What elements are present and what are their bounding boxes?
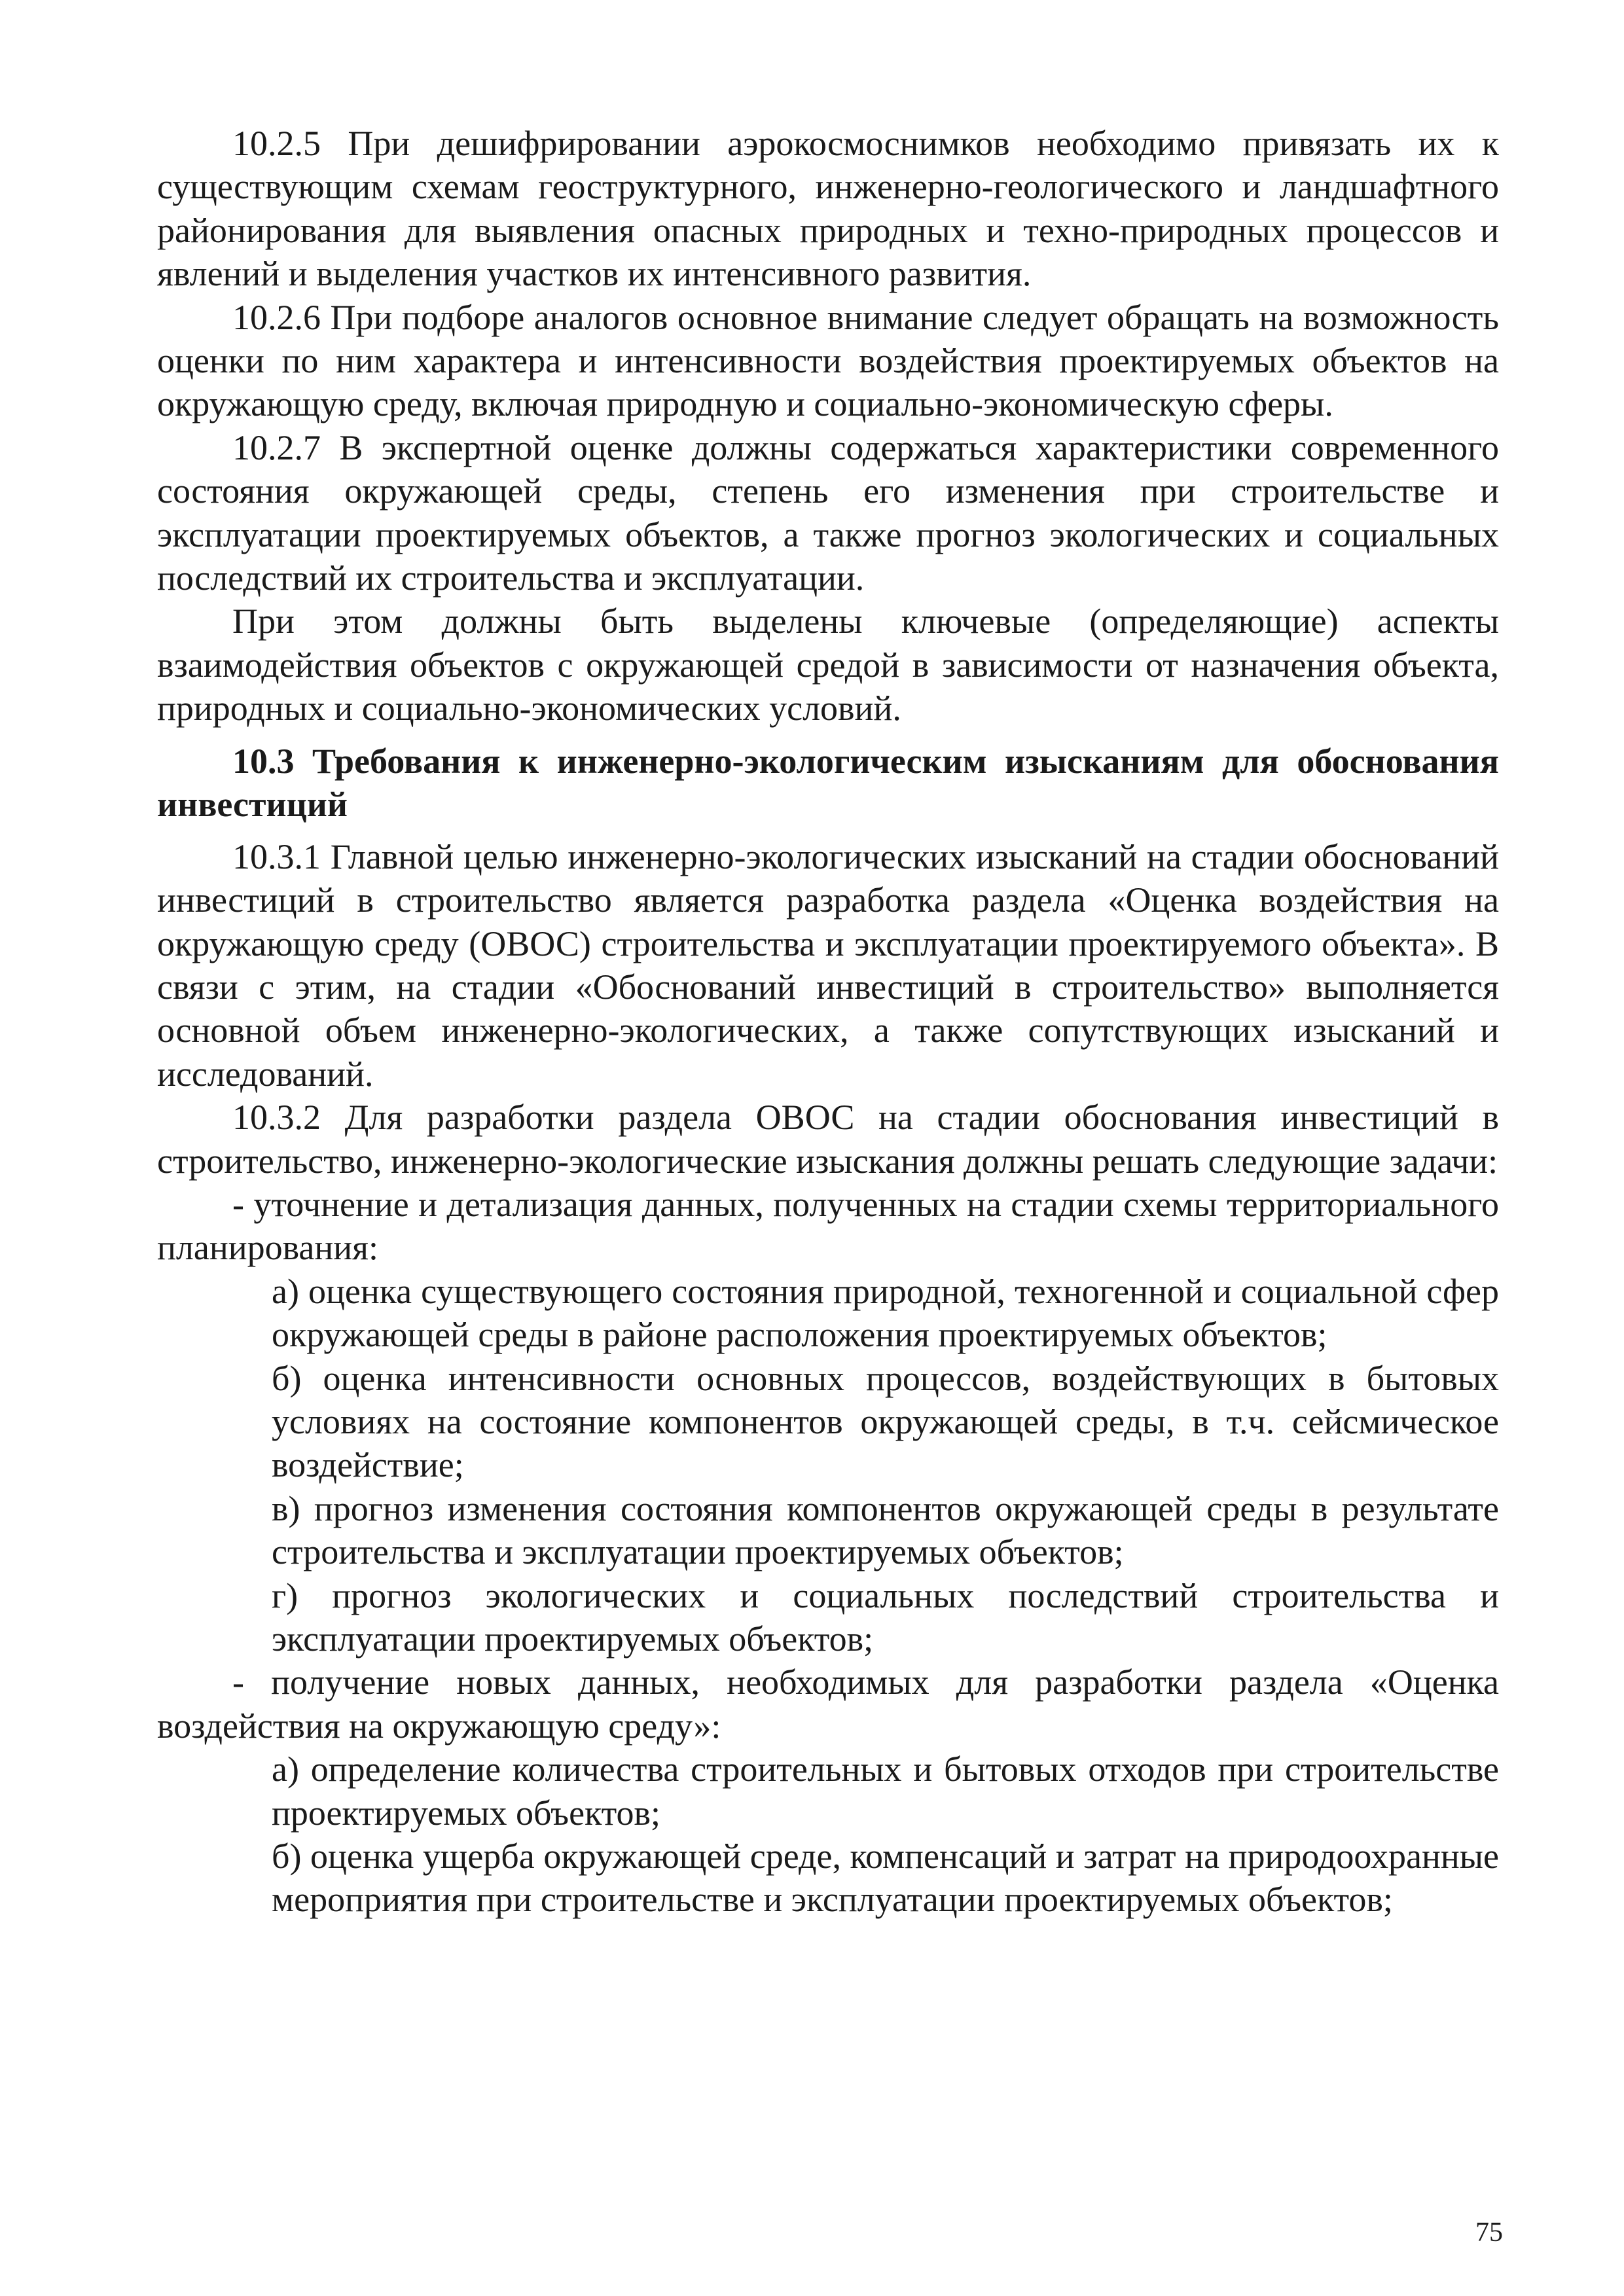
section-heading: 10.3 Требования к инженерно-экологическим изысканиям для обоснования инвестиций: [157, 741, 1499, 824]
paragraph-10-3-1: 10.3.1 Главной целью инженерно-экологических изысканий на стадии обоснований инвестиций в строительство является разработка раздела «Оценка воздействия на окружающую среду (ОВОС) строительства и эксплуатации проектируемого объекта». В связи с этим, на стадии «Обоснований инвестиций в строительство» выполняется основной объем инженерно-экологических, а также сопутствующих изысканий и исследований.: [157, 836, 1499, 1094]
paragraph-10-3-2: 10.3.2 Для разработки раздела ОВОС на стадии обоснования инвестиций в строительство, инженерно-экологические изыскания должны решать следующие задачи:: [157, 1098, 1499, 1181]
list-item: а) определение количества строительных и бытовых отходов при строительстве проектируемых объектов;: [272, 1749, 1499, 1833]
paragraph-aspects: При этом должны быть выделены ключевые (определяющие) аспекты взаимодействия объектов с окружающей средой в зависимости от назначения объекта, природных и социально-экономических условий.: [157, 601, 1499, 728]
list-item: в) прогноз изменения состояния компонентов окружающей среды в результате строительства и эксплуатации проектируемых объектов;: [272, 1488, 1499, 1572]
document-body: [157, 122, 1499, 1922]
paragraph-10-2-7: 10.2.7 В экспертной оценке должны содержаться характеристики современного состояния окружающей среды, степень его изменения при строительстве и эксплуатации проектируемых объектов, а также прогноз экологических и социальных последствий их строительства и эксплуатации.: [157, 427, 1499, 598]
page-number: 75: [1475, 2217, 1503, 2248]
list-item: а) оценка существующего состояния природной, техногенной и социальной сфер окружающей среды в районе расположения проектируемых объектов;: [272, 1271, 1499, 1355]
list-item: г) прогноз экологических и социальных последствий строительства и эксплуатации проектируемых объектов;: [272, 1575, 1499, 1659]
list-item: б) оценка интенсивности основных процессов, воздействующих в бытовых условиях на состояние компонентов окружающей среды, в т.ч. сейсмическое воздействие;: [272, 1358, 1499, 1485]
list-lead-1: - уточнение и детализация данных, полученных на стадии схемы территориального планирования:: [157, 1184, 1499, 1268]
paragraph-10-2-6: 10.2.6 При подборе аналогов основное внимание следует обращать на возможность оценки по ним характера и интенсивности воздействия проектируемых объектов на окружающую среду, включая природную и социально-экономическую сферы.: [157, 297, 1499, 424]
list-lead-2: - получение новых данных, необходимых для разработки раздела «Оценка воздействия на окружающую среду»:: [157, 1662, 1499, 1746]
list-item: б) оценка ущерба окружающей среде, компенсаций и затрат на природоохранные мероприятия при строительстве и эксплуатации проектируемых объектов;: [272, 1837, 1499, 1920]
paragraph-10-2-5: 10.2.5 При дешифрировании аэрокосмоснимков необходимо привязать их к существующим схемам геоструктурного, инженерно-геологического и ландшафтного районирования для выявления опасных природных и техно-природных процессов и явлений и выделения участков их интенсивного развития.: [157, 124, 1499, 294]
